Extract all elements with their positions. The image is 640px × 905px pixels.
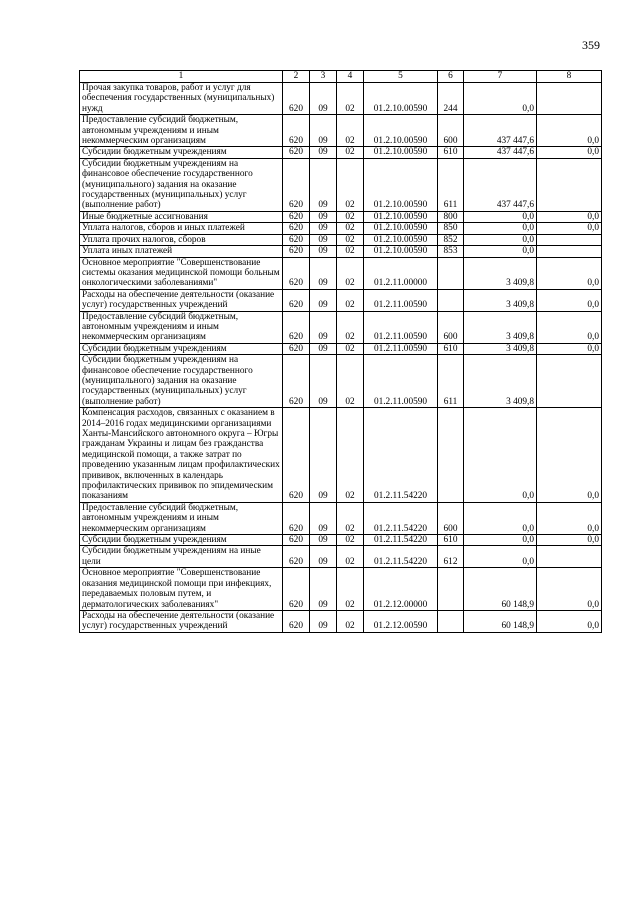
row-amount2-cell: 0,0 [537,289,602,311]
row-code-cell: 620 [283,83,310,115]
row-name-cell: Субсидии бюджетным учреждениям на финансовое обеспечение государственного (муниципального) задания на оказание государственных (муниципальных) услуг (выполнение работ) [80,158,283,211]
row-code-cell: 620 [283,289,310,311]
row-amount-cell: 3 409,8 [464,343,537,354]
row-code-cell: 620 [283,355,310,408]
row-name-cell: Прочая закупка товаров, работ и услуг для обеспечения государственных (муниципальных) нужд [80,83,283,115]
row-subsection-cell: 02 [337,211,364,222]
row-type-cell: 600 [438,311,464,343]
row-section-cell: 09 [310,211,337,222]
row-target-cell: 01.2.11.54220 [364,408,438,503]
table-row [80,546,602,568]
row-code-cell: 620 [283,502,310,534]
row-target-cell: 01.2.11.00590 [364,355,438,408]
table-body [80,71,602,633]
table-row [80,535,602,546]
row-name-cell: Субсидии бюджетным учреждениям [80,147,283,158]
row-subsection-cell: 02 [337,610,364,632]
row-amount-cell: 0,0 [464,408,537,503]
row-amount2-cell: 0,0 [537,408,602,503]
row-section-cell: 09 [310,289,337,311]
table-row [80,355,602,408]
row-amount-cell: 0,0 [464,83,537,115]
row-subsection-cell: 02 [337,355,364,408]
row-name-cell: Субсидии бюджетным учреждениям на иные цели [80,546,283,568]
row-subsection-cell: 02 [337,83,364,115]
row-target-cell: 01.2.10.00590 [364,147,438,158]
column-header: 1 [80,71,283,83]
table-row [80,147,602,158]
row-subsection-cell: 02 [337,257,364,289]
row-section-cell: 09 [310,408,337,503]
row-subsection-cell: 02 [337,311,364,343]
row-amount2-cell [537,355,602,408]
row-section-cell: 09 [310,610,337,632]
row-name-cell: Расходы на обеспечение деятельности (оказание услуг) государственных учреждений [80,289,283,311]
row-type-cell [438,568,464,611]
column-header: 7 [464,71,537,83]
row-subsection-cell: 02 [337,408,364,503]
row-subsection-cell: 02 [337,223,364,234]
row-amount2-cell: 0,0 [537,610,602,632]
row-section-cell: 09 [310,115,337,147]
row-subsection-cell: 02 [337,158,364,211]
row-name-cell: Субсидии бюджетным учреждениям [80,535,283,546]
row-target-cell: 01.2.11.00590 [364,343,438,354]
row-section-cell: 09 [310,343,337,354]
row-amount-cell: 60 148,9 [464,610,537,632]
page-number: 359 [582,38,600,52]
row-name-cell: Уплата иных платежей [80,246,283,257]
table-row [80,502,602,534]
row-name-cell: Уплата прочих налогов, сборов [80,234,283,245]
row-subsection-cell: 02 [337,115,364,147]
row-section-cell: 09 [310,158,337,211]
row-subsection-cell: 02 [337,343,364,354]
row-section-cell: 09 [310,246,337,257]
table-row [80,343,602,354]
row-name-cell: Субсидии бюджетным учреждениям [80,343,283,354]
row-target-cell: 01.2.10.00590 [364,223,438,234]
table-row [80,408,602,503]
row-amount-cell: 3 409,8 [464,289,537,311]
row-code-cell: 620 [283,610,310,632]
row-type-cell: 600 [438,115,464,147]
row-type-cell: 244 [438,83,464,115]
row-amount-cell: 3 409,8 [464,257,537,289]
row-target-cell: 01.2.10.00590 [364,83,438,115]
row-type-cell: 611 [438,158,464,211]
row-code-cell: 620 [283,535,310,546]
row-amount2-cell: 0,0 [537,147,602,158]
row-subsection-cell: 02 [337,147,364,158]
row-amount2-cell: 0,0 [537,311,602,343]
row-code-cell: 620 [283,246,310,257]
row-subsection-cell: 02 [337,568,364,611]
budget-table [79,70,602,633]
column-header: 2 [283,71,310,83]
row-amount2-cell [537,83,602,115]
table-row [80,234,602,245]
row-amount2-cell: 0,0 [537,223,602,234]
row-type-cell: 610 [438,343,464,354]
row-section-cell: 09 [310,234,337,245]
row-target-cell: 01.2.10.00590 [364,246,438,257]
row-target-cell: 01.2.11.54220 [364,502,438,534]
row-amount-cell: 0,0 [464,535,537,546]
row-amount-cell: 0,0 [464,246,537,257]
row-target-cell: 01.2.11.54220 [364,546,438,568]
row-name-cell: Основное мероприятие "Совершенствование системы оказания медицинской помощи больным онкологическими заболеваниями" [80,257,283,289]
row-amount-cell: 437 447,6 [464,158,537,211]
row-subsection-cell: 02 [337,234,364,245]
row-section-cell: 09 [310,257,337,289]
row-section-cell: 09 [310,502,337,534]
column-header: 3 [310,71,337,83]
row-code-cell: 620 [283,147,310,158]
table-row [80,158,602,211]
row-type-cell: 800 [438,211,464,222]
row-code-cell: 620 [283,234,310,245]
row-name-cell: Субсидии бюджетным учреждениям на финансовое обеспечение государственного (муниципального) задания на оказание государственных (муниципальных) услуг (выполнение работ) [80,355,283,408]
row-name-cell: Иные бюджетные ассигнования [80,211,283,222]
row-amount-cell: 0,0 [464,234,537,245]
row-amount-cell: 3 409,8 [464,355,537,408]
table-row [80,311,602,343]
row-code-cell: 620 [283,568,310,611]
row-section-cell: 09 [310,546,337,568]
row-type-cell: 610 [438,147,464,158]
row-subsection-cell: 02 [337,289,364,311]
column-header: 4 [337,71,364,83]
row-target-cell: 01.2.10.00590 [364,234,438,245]
row-subsection-cell: 02 [337,535,364,546]
row-code-cell: 620 [283,343,310,354]
row-type-cell: 612 [438,546,464,568]
row-type-cell [438,289,464,311]
row-code-cell: 620 [283,115,310,147]
row-type-cell [438,408,464,503]
row-name-cell: Уплата налогов, сборов и иных платежей [80,223,283,234]
row-amount2-cell: 0,0 [537,257,602,289]
row-amount-cell: 0,0 [464,223,537,234]
column-header: 8 [537,71,602,83]
row-name-cell: Расходы на обеспечение деятельности (оказание услуг) государственных учреждений [80,610,283,632]
table-row [80,289,602,311]
row-type-cell [438,257,464,289]
row-name-cell: Предоставление субсидий бюджетным, автономным учреждениям и иным некоммерческим организациям [80,311,283,343]
row-amount-cell: 0,0 [464,211,537,222]
row-name-cell: Компенсация расходов, связанных с оказанием в 2014–2016 годах медицинскими организациями Ханты-Мансийского автономного округа – Югры гражданам Украины и лицам без гражданства медицинской помощи, а также затрат по проведению указанным лицам профилактических прививок, включенных в календарь профилактических прививок по эпидемическим показаниям [80,408,283,503]
row-target-cell: 01.2.11.00000 [364,257,438,289]
row-name-cell: Предоставление субсидий бюджетным, автономным учреждениям и иным некоммерческим организациям [80,115,283,147]
row-section-cell: 09 [310,355,337,408]
row-code-cell: 620 [283,311,310,343]
table-row [80,115,602,147]
table-row [80,568,602,611]
row-target-cell: 01.2.12.00000 [364,568,438,611]
row-type-cell: 850 [438,223,464,234]
row-type-cell: 600 [438,502,464,534]
row-amount2-cell [537,234,602,245]
row-code-cell: 620 [283,257,310,289]
table-row [80,211,602,222]
row-code-cell: 620 [283,223,310,234]
row-amount2-cell: 0,0 [537,343,602,354]
row-type-cell [438,610,464,632]
table-row [80,246,602,257]
table-header-row [80,71,602,83]
row-subsection-cell: 02 [337,546,364,568]
row-code-cell: 620 [283,158,310,211]
row-target-cell: 01.2.11.00590 [364,311,438,343]
row-code-cell: 620 [283,546,310,568]
row-amount-cell: 437 447,6 [464,115,537,147]
row-amount-cell: 60 148,9 [464,568,537,611]
row-amount-cell: 437 447,6 [464,147,537,158]
row-name-cell: Основное мероприятие "Совершенствование оказания медицинской помощи при инфекциях, передаваемых половым путем, и дерматологических заболеваниях" [80,568,283,611]
row-section-cell: 09 [310,535,337,546]
row-section-cell: 09 [310,311,337,343]
row-amount2-cell: 0,0 [537,211,602,222]
row-amount-cell: 0,0 [464,546,537,568]
row-amount2-cell: 0,0 [537,115,602,147]
row-name-cell: Предоставление субсидий бюджетным, автономным учреждениям и иным некоммерческим организациям [80,502,283,534]
row-subsection-cell: 02 [337,502,364,534]
column-header: 5 [364,71,438,83]
row-code-cell: 620 [283,211,310,222]
row-code-cell: 620 [283,408,310,503]
row-amount-cell: 0,0 [464,502,537,534]
row-target-cell: 01.2.10.00590 [364,115,438,147]
table-row [80,610,602,632]
row-amount2-cell [537,158,602,211]
row-type-cell: 852 [438,234,464,245]
table-row [80,223,602,234]
row-amount2-cell: 0,0 [537,568,602,611]
row-target-cell: 01.2.10.00590 [364,158,438,211]
row-section-cell: 09 [310,147,337,158]
row-amount-cell: 3 409,8 [464,311,537,343]
row-section-cell: 09 [310,223,337,234]
row-target-cell: 01.2.11.54220 [364,535,438,546]
row-type-cell: 611 [438,355,464,408]
row-subsection-cell: 02 [337,246,364,257]
row-target-cell: 01.2.12.00590 [364,610,438,632]
table-row [80,257,602,289]
row-amount2-cell: 0,0 [537,502,602,534]
row-section-cell: 09 [310,568,337,611]
row-amount2-cell: 0,0 [537,535,602,546]
row-amount2-cell [537,546,602,568]
row-section-cell: 09 [310,83,337,115]
row-type-cell: 610 [438,535,464,546]
row-target-cell: 01.2.10.00590 [364,211,438,222]
row-amount2-cell [537,246,602,257]
column-header: 6 [438,71,464,83]
row-type-cell: 853 [438,246,464,257]
table-row [80,83,602,115]
row-target-cell: 01.2.11.00590 [364,289,438,311]
